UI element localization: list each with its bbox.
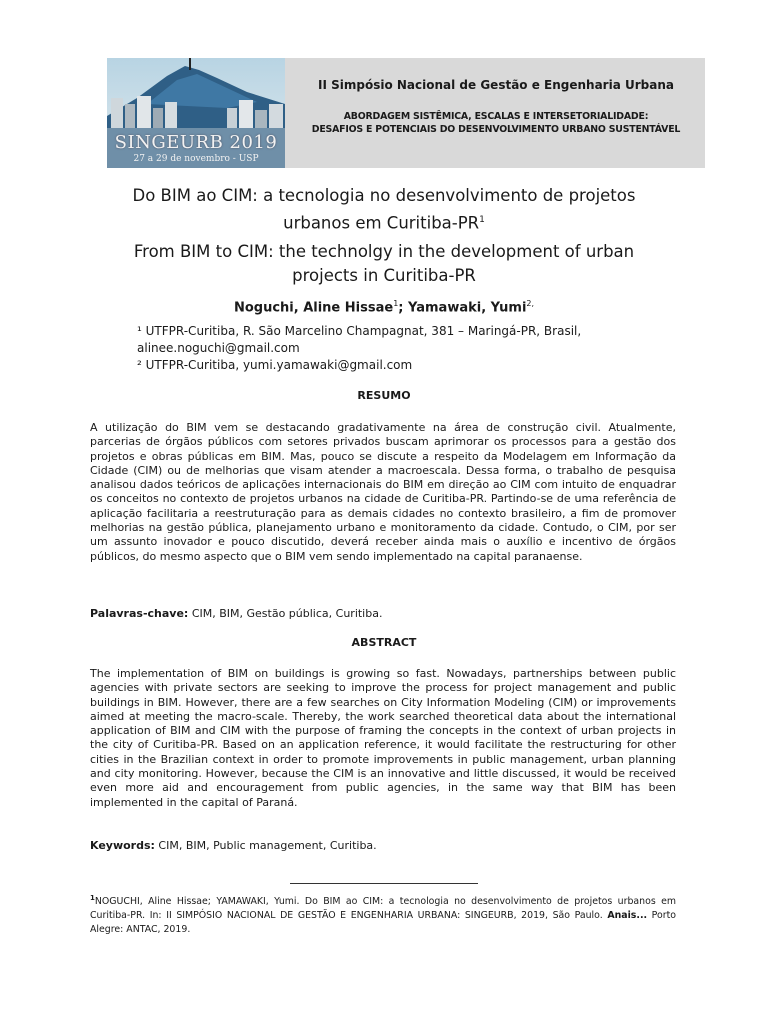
palavras-chave-values: CIM, BIM, Gestão pública, Curitiba. (188, 607, 383, 620)
conference-header (107, 58, 705, 168)
conference-logo (107, 58, 285, 168)
author-2: Yamawaki, Yumi (408, 300, 527, 316)
palavras-chave (90, 607, 676, 620)
title-footnote-marker: 1 (479, 215, 485, 225)
author-separator: ; (398, 300, 409, 316)
keywords (90, 839, 676, 852)
author-line (100, 299, 668, 315)
footnote-marker: 1 (90, 894, 95, 902)
abstract-text: The implementation of BIM on buildings is growing so fast. Nowadays, partnerships between public agencies with private sectors are seeking to improve the process for project management and public buildings in BIM. However, there are a few searches on City Information Modeling (CIM) or improvements aimed at meeting the macro-scale. Thereby, the work searched theoretical data about the international application of BIM and CIM with the purpose of framing the concepts in the context of urban projects in the city of Curitiba-PR. Based on an application reference, it would facilitate the restructuring for other cities in the Brazilian context in order to promote improvements in public management, urban planning and city monitoring. However, because the CIM is an innovative and little discussed, it would be received even more aid and encouragement from public agencies, in the same way that BIM has been implemented in the capital of Paraná. (90, 667, 676, 809)
resumo-heading: RESUMO (357, 389, 411, 402)
footnote-anais: Anais... (607, 910, 648, 922)
author-2-marker: 2, (526, 299, 535, 308)
paper-title-en: From BIM to CIM: the technolgy in the development of urban projects in Curitiba-PR (133, 242, 635, 285)
resumo-text: A utilização do BIM vem se destacando gradativamente na área de construção civil. Atualmente, parcerias de órgãos públicos com setores privados buscam aprimorar os processos para a gestão dos projetos e obras públicas em BIM. Mas, pouco se discute a respeito da Modelagem em Informação da Cidade (CIM) ou de melhorias que visam atender a macroescala. Dessa forma, o trabalho de pesquisa analisou dados teóricos de aplicações internacionais do BIM em direção ao CIM com intuito de enquadrar os conceitos no contexto de projetos urbanos na cidade de Curitiba-PR. Partindo-se de uma referência de aplicação facilitaria a reestruturação para as demais cidades no contexto brasileiro, a fim de promover melhorias na gestão pública, planejamento urbano e monitoramento da cidade. Contudo, o CIM, por ser um assunto inovador e pouco discutido, deverá receber ainda mais o auxílio e incentivo de órgãos públicos, do mesmo aspecto que o BIM vem sendo implementado na capital paranaense. (90, 421, 676, 563)
paper-title-pt-text: Do BIM ao CIM: a tecnologia no desenvolvimento de projetos urbanos em Curitiba-PR (132, 186, 636, 233)
footnote-text-b: Porto Alegre: ANTAC, 2019. (90, 910, 676, 936)
event-subtitle-line1: ABORDAGEM SISTÊMICA, ESCALAS E INTERSETORIALIDADE: (343, 111, 649, 122)
abstract-heading: ABSTRACT (351, 636, 417, 649)
palavras-chave-label: Palavras-chave: (90, 607, 189, 620)
affiliation-1: ¹ UTFPR-Curitiba, R. São Marcelino Champagnat, 381 – Maringá-PR, Brasil, alinee.noguchi@gmail.com (137, 324, 582, 355)
paper-title-pt (100, 184, 668, 236)
keywords-values: CIM, BIM, Public management, Curitiba. (154, 839, 377, 852)
footnote-text-a: NOGUCHI, Aline Hissae; YAMAWAKI, Yumi. Do BIM ao CIM: a tecnologia no desenvolvimento de projetos urbanos em Curitiba-PR. In: II SIMPÓSIO NACIONAL DE GESTÃO E ENGENHARIA URBANA: SINGEURB, 2019, São Paulo. (90, 896, 676, 922)
logo-date: 27 a 29 de novembro - USP (133, 154, 259, 164)
footnote (90, 891, 676, 937)
author-1: Noguchi, Aline Hissae (233, 300, 394, 316)
logo-title: SINGEURB 2019 (114, 132, 278, 153)
keywords-label: Keywords: (90, 839, 155, 852)
author-1-marker: 1 (393, 299, 399, 308)
event-subtitle-line2: DESAFIOS E POTENCIAIS DO DESENVOLVIMENTO URBANO SUSTENTÁVEL (311, 124, 681, 135)
affiliation-2: ² UTFPR-Curitiba, yumi.yamawaki@gmail.com (137, 358, 413, 372)
event-title: II Simpósio Nacional de Gestão e Engenharia Urbana (318, 78, 674, 92)
footnote-divider (290, 883, 478, 884)
